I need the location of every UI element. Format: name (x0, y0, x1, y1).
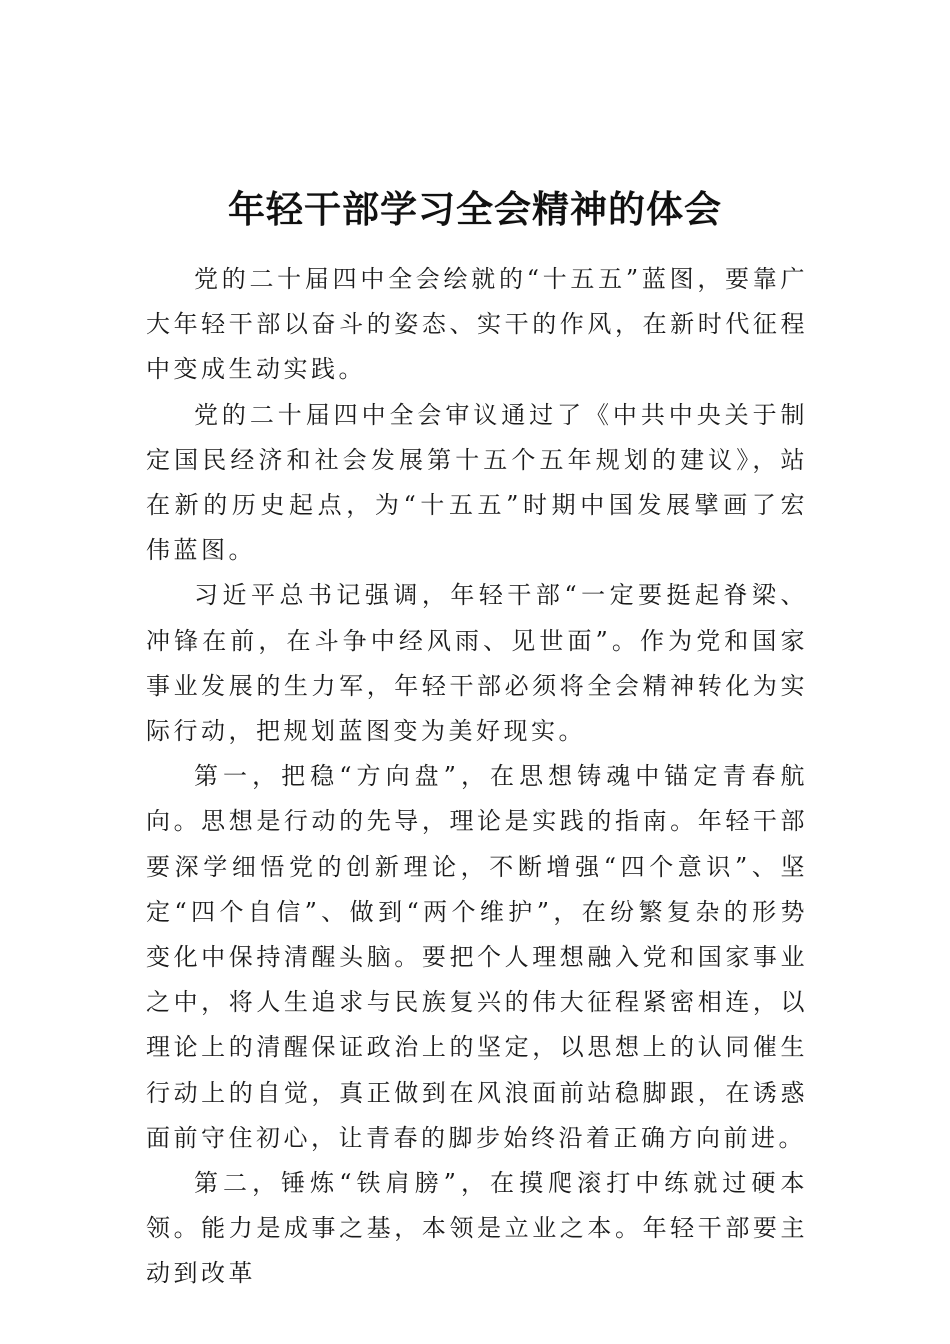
paragraph: 党的二十届四中全会审议通过了《中共中央关于制定国民经济和社会发展第十五个五年规划的建议》，站在新的历史起点，为“十五五”时期中国发展擘画了宏伟蓝图。 (146, 400, 808, 565)
paragraph: 习近平总书记强调，年轻干部“一定要挺起脊梁、冲锋在前，在斗争中经风雨、见世面”。作为党和国家事业发展的生力军，年轻干部必须将全会精神转化为实际行动，把规划蓝图变为美好现实。 (146, 581, 808, 746)
paragraph: 第一，把稳“方向盘”，在思想铸魂中锚定青春航向。思想是行动的先导，理论是实践的指南。年轻干部要深学细悟党的创新理论，不断增强“四个意识”、坚定“四个自信”、做到“两个维护”，在纷繁复杂的形势变化中保持清醒头脑。要把个人理想融入党和国家事业之中，将人生追求与民族复兴的伟大征程紧密相连，以理论上的清醒保证政治上的坚定，以思想上的认同催生行动上的自觉，真正做到在风浪面前站稳脚跟，在诱惑面前守住初心，让青春的脚步始终沿着正确方向前进。 (146, 762, 808, 1152)
document-body (146, 257, 808, 1297)
paragraph: 党的二十届四中全会绘就的“十五五”蓝图，要靠广大年轻干部以奋斗的姿态、实干的作风，在新时代征程中变成生动实践。 (146, 265, 808, 384)
paragraph: 第二，锤炼“铁肩膀”，在摸爬滚打中练就过硬本领。能力是成事之基，本领是立业之本。年轻干部要主动到改革 (146, 1169, 808, 1288)
document-title: 年轻干部学习全会精神的体会 (228, 186, 722, 231)
